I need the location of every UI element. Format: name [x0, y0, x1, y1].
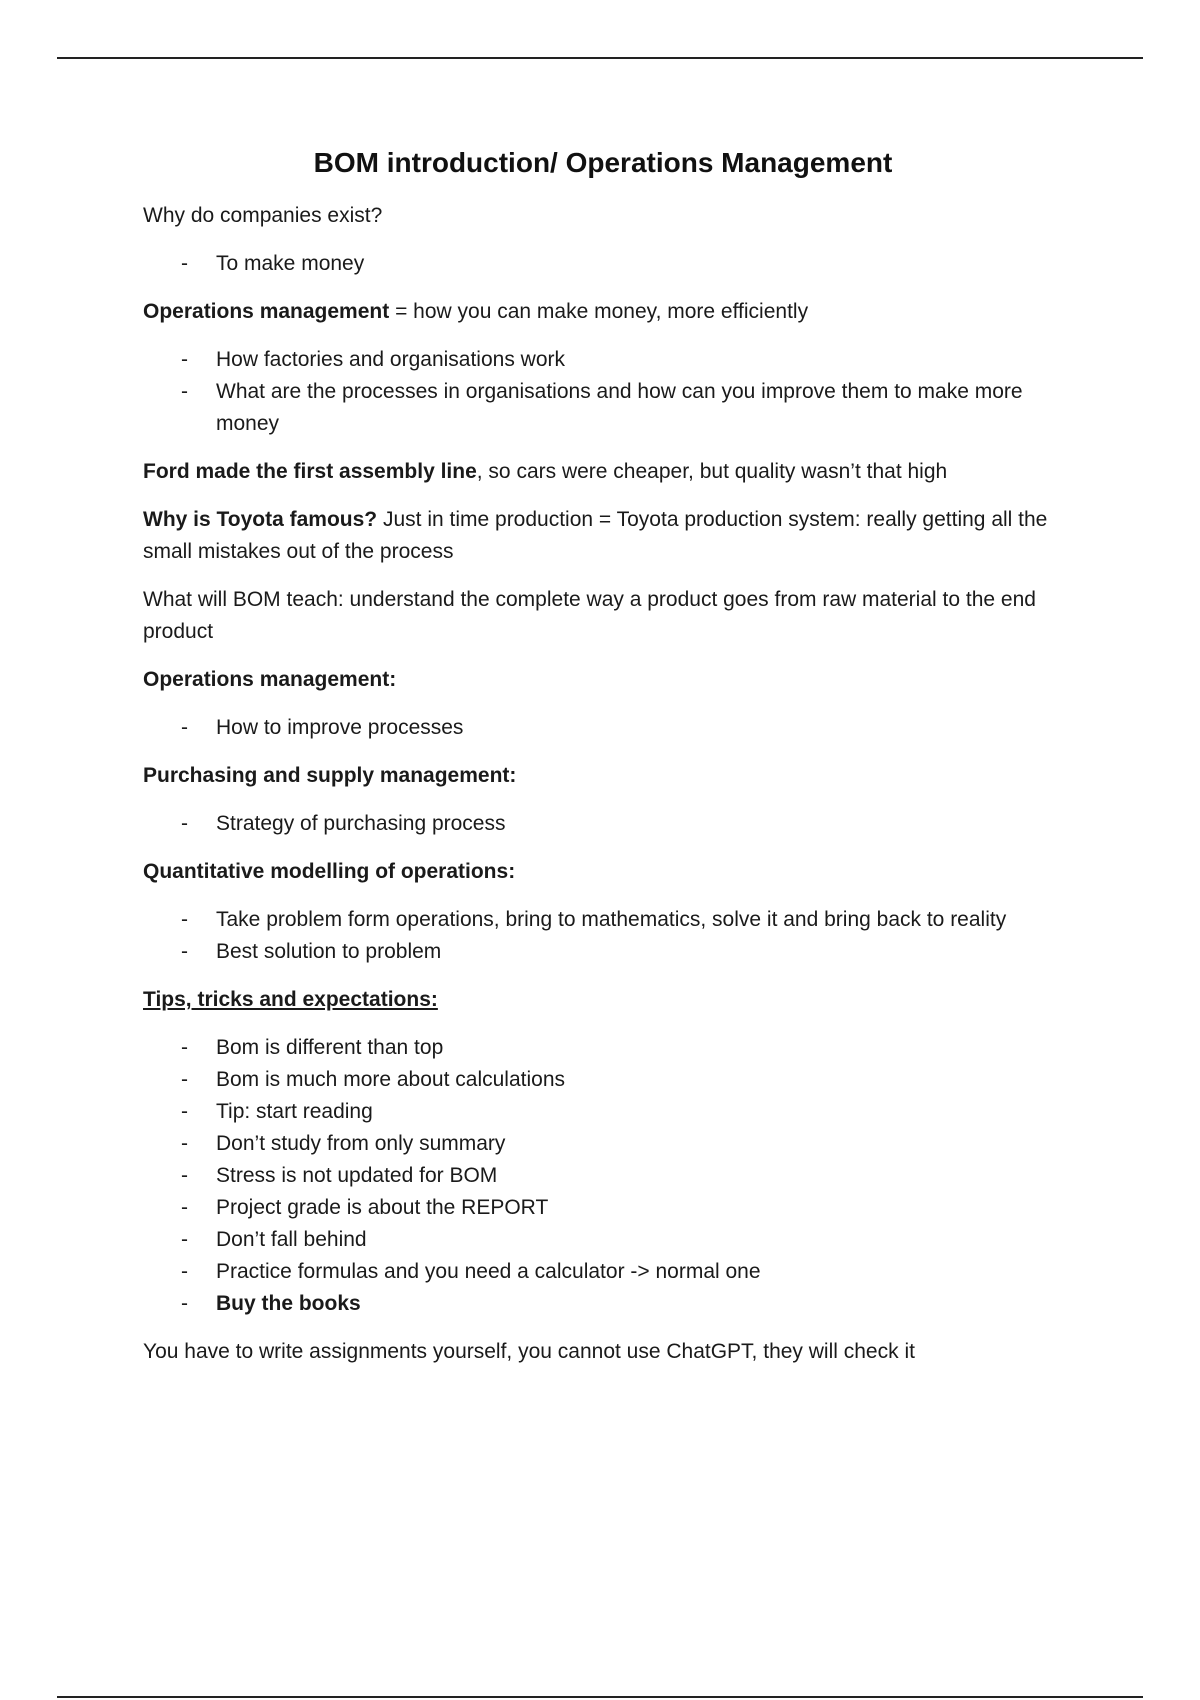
footer-rule — [57, 1696, 1143, 1698]
list-item: - Practice formulas and you need a calculator -> normal one — [143, 1256, 1063, 1288]
bullet-dash: - — [181, 812, 188, 835]
list-item: - Don’t fall behind — [143, 1224, 1063, 1256]
section-heading-quantitative: Quantitative modelling of operations: — [143, 860, 516, 883]
list-item: - Best solution to problem — [143, 936, 1063, 968]
bullet-dash: - — [181, 1260, 188, 1283]
toyota-paragraph: Why is Toyota famous? Just in time production = Toyota production system: really getting all the small mistakes out of the process — [143, 508, 1048, 563]
ford-paragraph: Ford made the first assembly line, so cars were cheaper, but quality wasn’t that high — [143, 460, 948, 483]
list-item: - Bom is much more about calculations — [143, 1064, 1063, 1096]
operations-management-list — [143, 344, 1063, 440]
document-body — [143, 140, 1063, 1384]
list-item: - Project grade is about the REPORT — [143, 1192, 1063, 1224]
list-item: - Strategy of purchasing process — [143, 808, 1063, 840]
bullet-dash: - — [181, 1196, 188, 1219]
section-heading-operations-management: Operations management: — [143, 668, 397, 691]
list-item-bold: - Buy the books — [143, 1288, 1063, 1320]
bullet-dash: - — [181, 1132, 188, 1155]
bullet-dash: - — [181, 940, 188, 963]
list-item: - Stress is not updated for BOM — [143, 1160, 1063, 1192]
bullet-dash: - — [181, 252, 188, 275]
header-rule — [57, 57, 1143, 59]
purchasing-list — [143, 808, 1063, 840]
list-item: - Take problem form operations, bring to mathematics, solve it and bring back to reality — [143, 904, 1063, 936]
list-item: - Bom is different than top — [143, 1032, 1063, 1064]
list-item: - How factories and organisations work — [143, 344, 1063, 376]
list-item: - Don’t study from only summary — [143, 1128, 1063, 1160]
bullet-dash: - — [181, 908, 188, 931]
operations-management-definition: Operations management = how you can make money, more efficiently — [143, 300, 809, 323]
section-heading-tips: Tips, tricks and expectations: — [143, 988, 438, 1011]
document-title: BOM introduction/ Operations Management — [313, 147, 893, 178]
bullet-dash: - — [181, 380, 188, 403]
bullet-dash: - — [181, 1292, 188, 1315]
section-heading-purchasing: Purchasing and supply management: — [143, 764, 517, 787]
bullet-dash: - — [181, 1164, 188, 1187]
question-why-companies-exist: Why do companies exist? — [143, 204, 383, 227]
bullet-dash: - — [181, 1228, 188, 1251]
bullet-dash: - — [181, 1068, 188, 1091]
bom-teach-paragraph: What will BOM teach: understand the complete way a product goes from raw material to the end product — [143, 588, 1036, 643]
operations-list — [143, 712, 1063, 744]
tips-list — [143, 1032, 1063, 1320]
bullet-dash: - — [181, 1036, 188, 1059]
list-item: - How to improve processes — [143, 712, 1063, 744]
list-item: - What are the processes in organisations and how can you improve them to make more money — [143, 376, 1063, 440]
closing-paragraph: You have to write assignments yourself, you cannot use ChatGPT, they will check it — [143, 1340, 915, 1363]
quantitative-list — [143, 904, 1063, 968]
bullet-dash: - — [181, 716, 188, 739]
list-item: - To make money — [143, 248, 1063, 280]
exist-list — [143, 248, 1063, 280]
bullet-dash: - — [181, 348, 188, 371]
bullet-dash: - — [181, 1100, 188, 1123]
list-item: - Tip: start reading — [143, 1096, 1063, 1128]
